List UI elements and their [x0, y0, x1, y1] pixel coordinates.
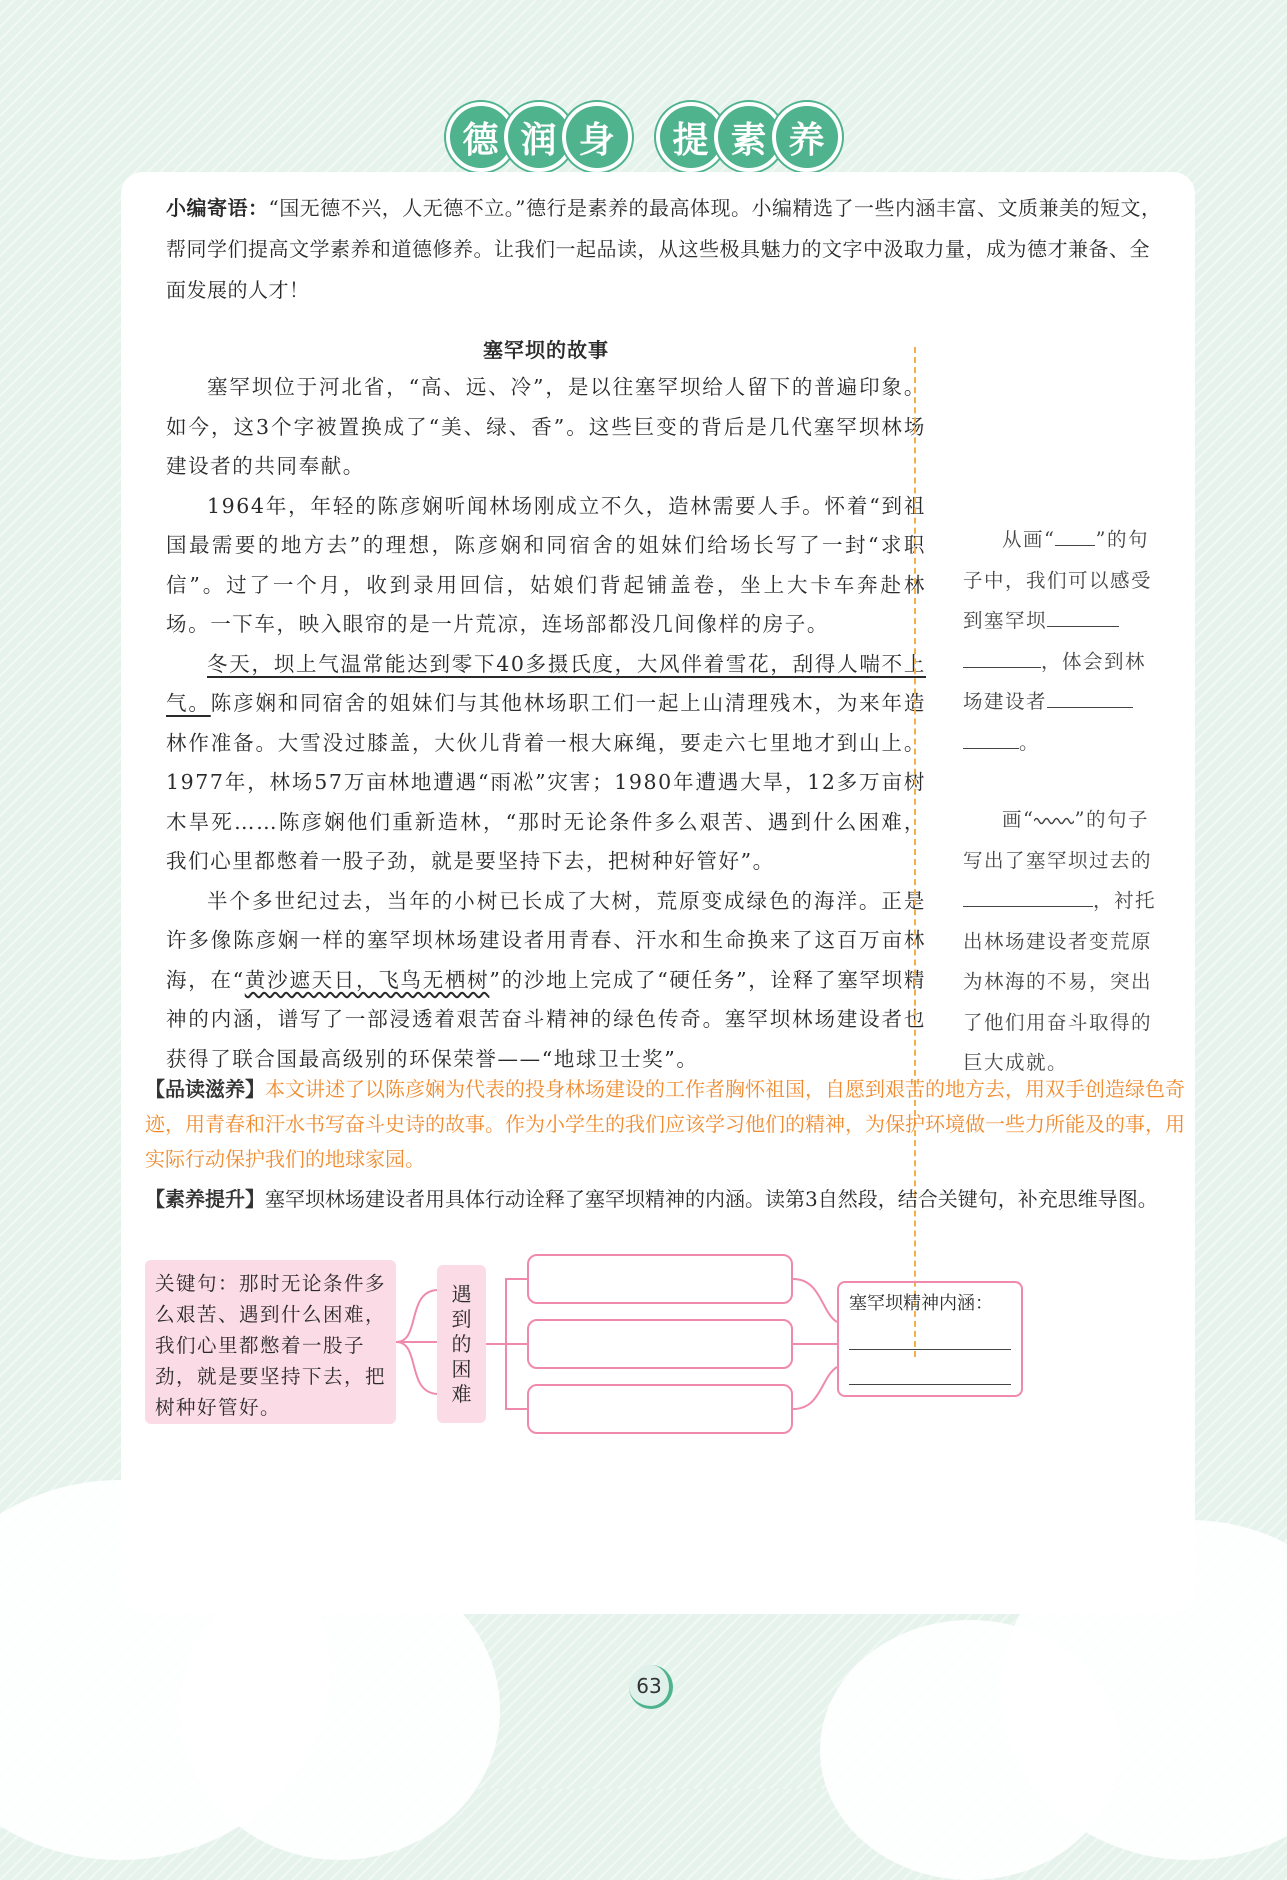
editor-note-text: “国无德不兴，人无德不立。”德行是素养的最高体现。小编精选了一些内涵丰富、文质兼美的短文，帮同学们提高文学素养和道德修养。让我们一起品读，从这些极具魅力的文字中汲取力量，成为德才兼备、全面发展的人才！	[166, 196, 1162, 302]
title-char: 身	[562, 102, 632, 172]
title-char: 提	[656, 102, 726, 172]
spirit-label: 塞罕坝精神内涵：	[849, 1293, 993, 1314]
title-char: 德	[446, 102, 516, 172]
reading-insight-tag: 【品读滋养】	[145, 1077, 265, 1101]
answer-box-2[interactable]	[527, 1319, 793, 1369]
key-sentence-box: 关键句：那时无论条件多么艰苦、遇到什么困难，我们心里都憋着一股子劲，就是要坚持下去，把树种好管好。	[145, 1260, 396, 1424]
answer-line[interactable]	[849, 1358, 1011, 1385]
title-char: 润	[504, 102, 574, 172]
skill-task-text: 塞罕坝林场建设者用具体行动诠释了塞罕坝精神的内涵。读第3自然段，结合关键句，补充思维导图。	[265, 1187, 1158, 1211]
reading-insight-text: 本文讲述了以陈彦娴为代表的投身林场建设的工作者胸怀祖国，自愿到艰苦的地方去，用双手创造绿色奇迹，用青春和汗水书写奋斗史诗的故事。作为小学生的我们应该学习他们的精神，为保护环境做一些力所能及的事，用实际行动保护我们的地球家园。	[145, 1077, 1185, 1171]
article-paragraph-1: 塞罕坝位于河北省，“高、远、冷”，是以往塞罕坝给人留下的普遍印象。如今，这3个字被置换成了“美、绿、香”。这些巨变的背后是几代塞罕坝林场建设者的共同奉献。	[166, 375, 926, 478]
article-title: 塞罕坝的故事	[483, 338, 609, 362]
cloud-decoration-right-2	[820, 1620, 1120, 1880]
answer-box-3[interactable]	[527, 1384, 793, 1434]
paragraph-3-rest: 陈彦娴和同宿舍的姐妹们与其他林场职工们一起上山清理残木，为来年造林作准备。大雪没过膝盖，大伙儿背着一根大麻绳，要走六七里地才到山上。1977年，林场57万亩林地遭遇“雨凇”灾害；1980年遭遇大旱，12多万亩树木旱死……陈彦娴他们重新造林，“那时无论条件多么艰苦、遇到什么困难，我们心里都憋着一股子劲，就是要坚持下去，把树种好管好”。	[166, 691, 927, 873]
article-paragraph-2: 1964年，年轻的陈彦娴听闻林场刚成立不久，造林需要人手。怀着“到祖国最需要的地方去”的理想，陈彦娴和同宿舍的姐妹们给场长写了一封“求职信”。过了一个月，收到录用回信，姑娘们背起铺盖卷，坐上大卡车奔赴林场。一下车，映入眼帘的是一片荒凉，连场部都没几间像样的房子。	[166, 493, 926, 636]
page-number: 63	[629, 1665, 673, 1709]
title-char: 素	[714, 102, 784, 172]
margin-note-1: 从画“ ”的句子中，我们可以感受到塞罕坝 ，体会到林场建设者 。	[963, 520, 1163, 763]
content-card	[121, 172, 1195, 1614]
spirit-box	[837, 1281, 1023, 1397]
section-title	[0, 102, 1287, 172]
wavy-underlined-sentence: 黄沙遮天日，飞鸟无栖树	[244, 967, 490, 992]
answer-line[interactable]	[849, 1323, 1011, 1350]
editor-note-lead: 小编寄语：	[166, 196, 269, 220]
difficulties-label: 遇 到 的 困 难	[437, 1265, 486, 1423]
underlined-sentence: 冬天，坝上气温常能达到零下40多摄氏度，大风伴着雪花，刮得人喘不上气。	[166, 651, 926, 715]
title-char: 养	[772, 102, 842, 172]
margin-note-2: 画“ ”的句子写出了塞罕坝过去的，衬托出林场建设者变荒原为林海的不易，突出了他们用奋斗取得的巨大成就。	[963, 808, 1157, 1074]
article-paragraph-4: 半个多世纪过去，当年的小树已长成了大树，荒原变成绿色的海洋。正是许多像陈彦娴一样的塞罕坝林场建设者用青春、汗水和生命换来了这百万亩林海，在“黄沙遮天日，飞鸟无栖树”的沙地上完成了“硬任务”，诠释了塞罕坝精神的内涵，谱写了一部浸透着艰苦奋斗精神的绿色传奇。塞罕坝林场建设者也获得了联合国最高级别的环保荣誉——“地球卫士奖”。	[166, 888, 926, 1071]
skill-task-tag: 【素养提升】	[145, 1187, 265, 1211]
answer-box-1[interactable]	[527, 1254, 793, 1304]
